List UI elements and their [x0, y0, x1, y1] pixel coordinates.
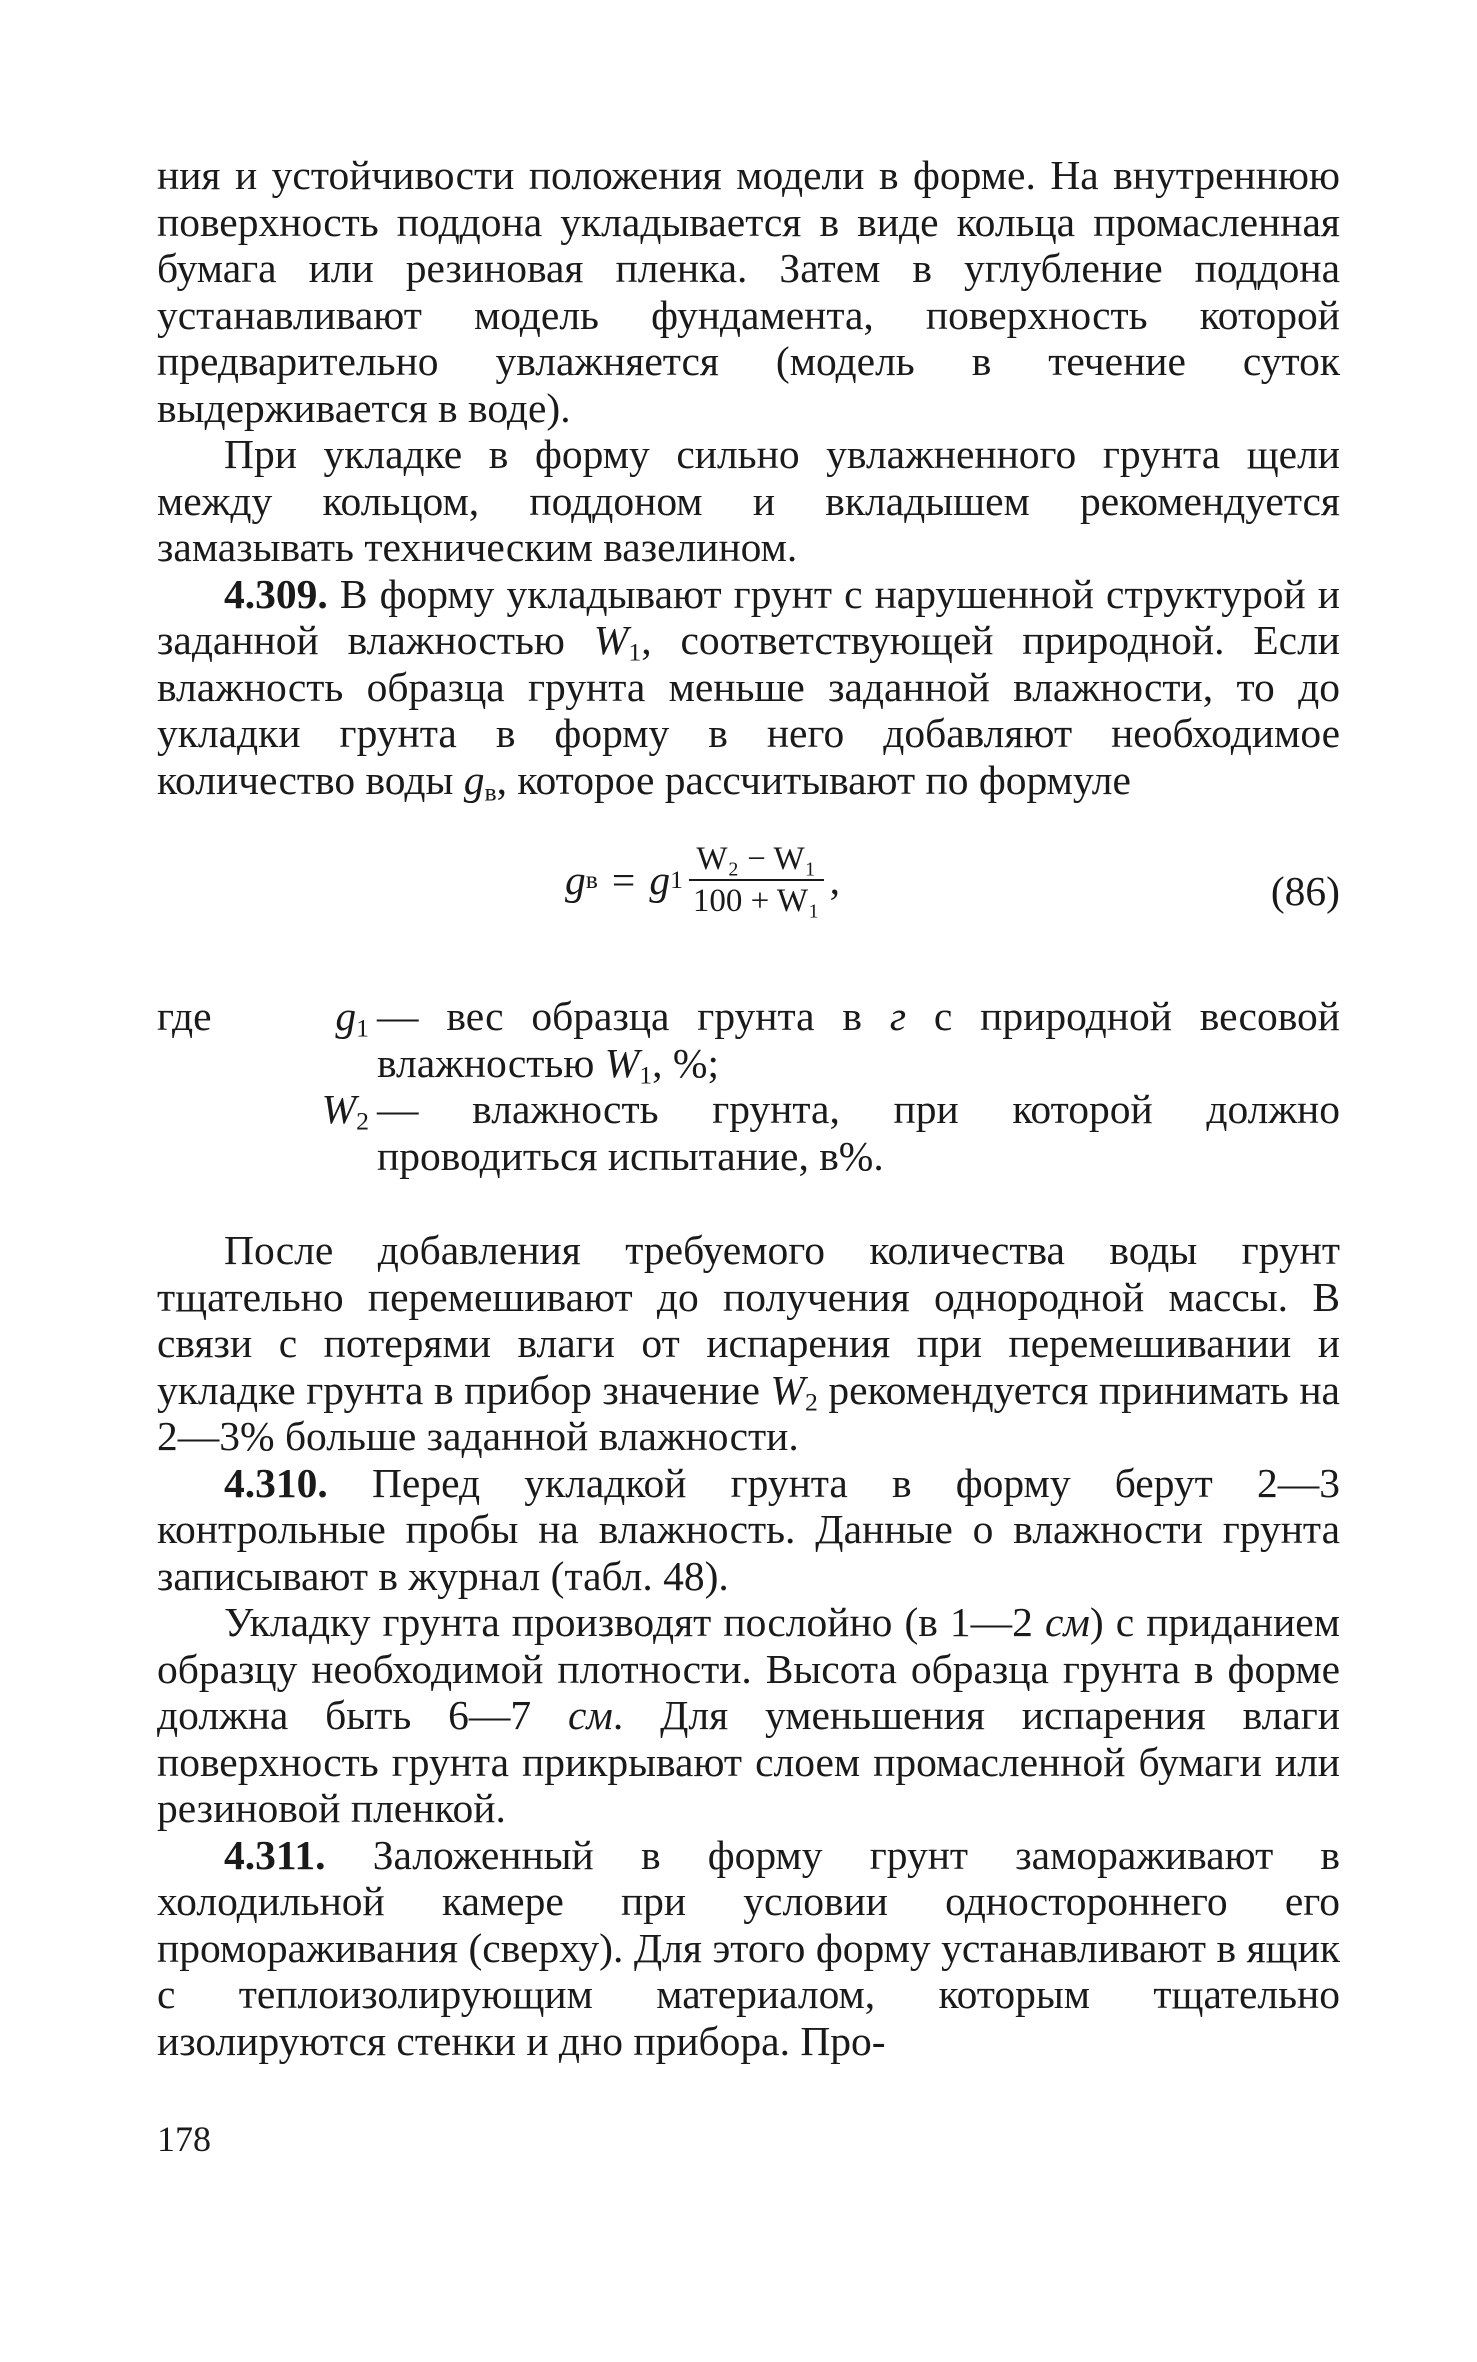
- section-number: 4.309.: [224, 570, 328, 617]
- equation-number: (86): [1270, 868, 1340, 914]
- paragraph-4-311: 4.311. Заложенный в форму грунт замораживают в холодильной камере при условии одностороннего его промораживания (сверху). Для этого форму устанавливают в ящик с теплоизолирующим материалом, которым тщательно изолируются стенки и дно прибора. Про-: [157, 1831, 1341, 2064]
- formula-body: g в = g 1 $\frac{\text{W₂ − W₁}}{\text{100 + W₁}}$ ,: [565, 841, 840, 919]
- section-number: 4.310.: [224, 1459, 328, 1506]
- formula-numerator: W₂ − W₁: [696, 841, 817, 877]
- formula-86: [157, 839, 1340, 949]
- paragraph-vaseline: При укладке в форму сильно увлажненного грунта щели между кольцом, поддоном и вкладышем рекомендуется замазывать техническим вазелином.: [157, 431, 1340, 570]
- where-item-g1: где $g_1$ — вес образца грунта в г с природной весовой влажностью $W_1$, %;: [157, 993, 1340, 1089]
- where-item-w2: $W_2$ — влажность грунта, при которой должно проводиться испытание, в%.: [321, 1086, 1340, 1179]
- paragraph-mixing: После добавления требуемого количества воды грунт тщательно перемешивают до получения однородной массы. В связи с потерями влаги от испарения при перемешивании и укладке грунта в прибор значение $W_2$ рекомендуется принимать на 2—3% больше заданной влажности.: [157, 1227, 1340, 1459]
- paragraph-4-310: 4.310. Перед укладкой грунта в форму берут 2—3 контрольные пробы на влажность. Данные о влажности грунта записывают в журнал (табл. 48).: [157, 1459, 1340, 1599]
- formula-fraction: [689, 839, 824, 921]
- paragraph-continuation: ния и устойчивости положения модели в форме. На внутреннюю поверхность поддона укладывается в виде кольца промасленная бумага или резиновая пленка. Затем в углубление поддона устанавливают модель фундамента, поверхность которой предварительно увлажняется (модель в течение суток выдерживается в воде).: [157, 152, 1340, 431]
- page-number: 178: [157, 2119, 211, 2159]
- where-list: [157, 993, 1340, 1179]
- section-number: 4.311.: [224, 1831, 326, 1878]
- paragraph-4-309: 4.309. В форму укладывают грунт с нарушенной структурой и заданной влажностью $W_1$, соответствующей природной. Если влажность образца грунта меньше заданной влажности, то до укладки грунта в форму в него добавляют необходимое количество воды $g_в$, которое рассчитывают по формуле: [157, 570, 1340, 806]
- formula-denominator: 100 + W₁: [689, 879, 824, 921]
- paragraph-layering: Укладку грунта производят послойно (в 1—2 см) с приданием образцу необходимой плотности. Высота образца грунта в форме должна быть 6—7 см. Для уменьшения испарения влаги поверхность грунта прикрывают слоем промасленной бумаги или резиновой пленкой.: [157, 1599, 1340, 1831]
